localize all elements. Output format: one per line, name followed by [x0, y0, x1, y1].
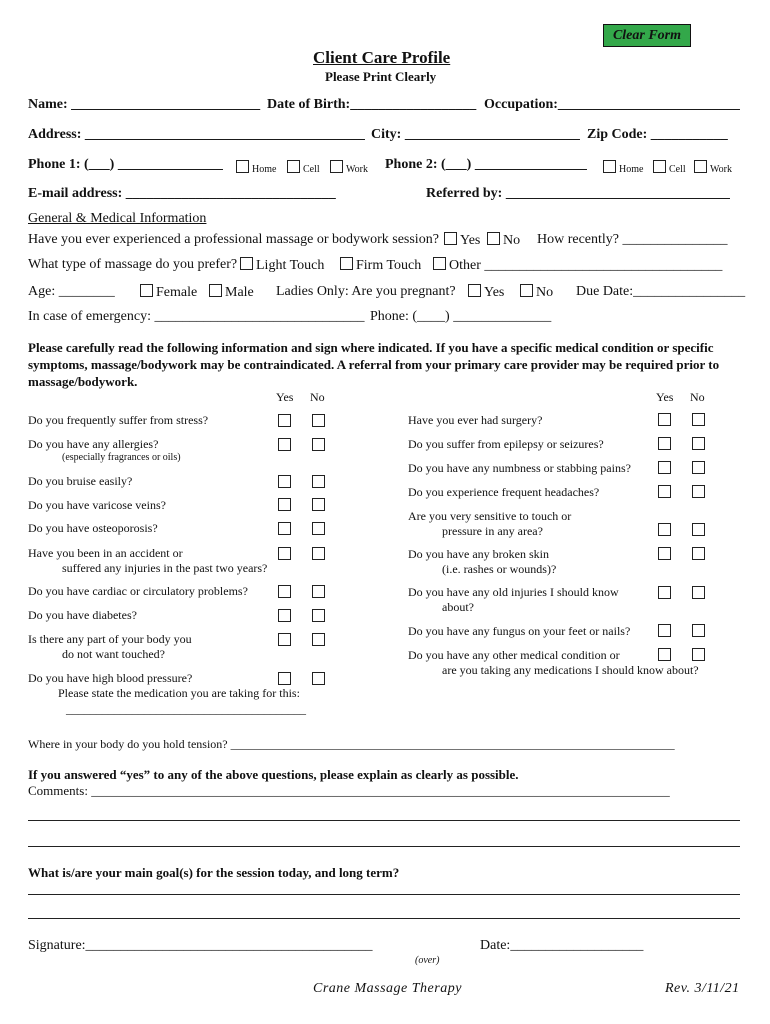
q-massage-type: What type of massage do you prefer? [28, 257, 238, 272]
checkbox[interactable] [468, 284, 481, 297]
phone2-home-option[interactable]: Home [603, 160, 643, 175]
q-broken-skin: Do you have any broken skin [408, 547, 549, 561]
q-allergies-yes[interactable] [278, 437, 294, 455]
checkbox[interactable] [240, 257, 253, 270]
q-allergies-note: (especially fragrances or oils) [62, 452, 181, 463]
q-broken-skin-yes[interactable] [658, 546, 674, 564]
name-field[interactable]: Name: ___________________________ [28, 97, 261, 112]
checkbox[interactable] [520, 284, 533, 297]
goals-line[interactable] [28, 894, 740, 895]
q-headaches-no[interactable] [692, 484, 708, 502]
q-old-injuries-no[interactable] [692, 585, 708, 603]
q-accident-line2: suffered any injuries in the past two years? [62, 561, 268, 575]
q-diabetes: Do you have diabetes? [28, 608, 137, 622]
q-medication-note: Please state the medication you are taking for this: [58, 686, 300, 700]
emergency-phone-field[interactable]: Phone: (____) ______________ [370, 309, 552, 324]
q-osteoporosis-no[interactable] [312, 521, 328, 539]
q-surgery-yes[interactable] [658, 412, 674, 430]
q-numbness-yes[interactable] [658, 460, 674, 478]
q-sensitive-line2: pressure in any area? [442, 524, 543, 538]
q-osteoporosis: Do you have osteoporosis? [28, 521, 158, 535]
q-bruise-no[interactable] [312, 474, 328, 492]
q-no-touch-no[interactable] [312, 632, 328, 650]
q-cardiac-no[interactable] [312, 584, 328, 602]
q-fungus: Do you have any fungus on your feet or nails? [408, 624, 631, 638]
q-bruise-yes[interactable] [278, 474, 294, 492]
female-option[interactable]: Female [140, 284, 197, 301]
comments-line[interactable] [28, 846, 740, 847]
q-diabetes-yes[interactable] [278, 608, 294, 626]
q-varicose: Do you have varicose veins? [28, 498, 166, 512]
q-stress-yes[interactable] [278, 413, 294, 431]
q-stress-no[interactable] [312, 413, 328, 431]
q-surgery: Have you ever had surgery? [408, 413, 543, 427]
dob-field[interactable]: Date of Birth:__________________ [267, 97, 477, 112]
address-field[interactable]: Address: ________________________________________ [28, 127, 365, 142]
prof-yes-option[interactable]: Yes [444, 232, 480, 249]
q-bruise: Do you bruise easily? [28, 474, 133, 488]
occupation-field[interactable]: Occupation:__________________________ [484, 97, 740, 112]
referred-field[interactable]: Referred by: ________________________________ [426, 186, 730, 201]
checkbox[interactable] [444, 232, 457, 245]
q-allergies: Do you have any allergies? [28, 437, 159, 451]
q-no-touch-yes[interactable] [278, 632, 294, 650]
phone2-work-option[interactable]: Work [694, 160, 732, 175]
q-professional-massage: Have you ever experienced a professional massage or bodywork session? [28, 232, 439, 247]
q-other-condition: Do you have any other medical condition or [408, 648, 620, 662]
form-subtitle: Please Print Clearly [325, 69, 437, 84]
q-epilepsy-no[interactable] [692, 436, 708, 454]
q-old-injuries-line2: about? [442, 600, 474, 614]
q-pregnant: Ladies Only: Are you pregnant? [276, 284, 456, 299]
checkbox[interactable] [236, 160, 249, 173]
q-other-condition-no[interactable] [692, 647, 708, 665]
form-title: Client Care Profile [313, 48, 451, 67]
email-field[interactable]: E-mail address: ______________________________ [28, 186, 336, 201]
q-surgery-no[interactable] [692, 412, 708, 430]
left-yes-header: Yes [276, 390, 294, 404]
q-other-condition-yes[interactable] [658, 647, 674, 665]
checkbox[interactable] [209, 284, 222, 297]
q-blood-pressure-no[interactable] [312, 671, 328, 689]
male-option[interactable]: Male [209, 284, 254, 301]
q-blood-pressure: Do you have high blood pressure? [28, 671, 193, 685]
q-accident-no[interactable] [312, 546, 328, 564]
other-option[interactable]: Other __________________________________ [433, 257, 722, 274]
revision-date: Rev. 3/11/21 [665, 981, 740, 996]
q-cardiac-yes[interactable] [278, 584, 294, 602]
phone1-cell-option[interactable]: Cell [287, 160, 320, 175]
q-fungus-no[interactable] [692, 623, 708, 641]
q-other-condition-line2: are you taking any medications I should know about? [442, 663, 699, 677]
q-accident-yes[interactable] [278, 546, 294, 564]
q-sensitive: Are you very sensitive to touch or [408, 509, 572, 523]
phone1-home-option[interactable]: Home [236, 160, 276, 175]
goals-heading: What is/are your main goal(s) for the session today, and long term? [28, 865, 400, 880]
light-touch-option[interactable]: Light Touch [240, 257, 324, 274]
q-varicose-no[interactable] [312, 497, 328, 515]
phone1-field[interactable]: Phone 1: (___) _______________ [28, 157, 223, 172]
comments-line[interactable] [28, 820, 740, 821]
comments-field[interactable]: Comments: _________________________________________________________________________________________ [28, 783, 670, 798]
q-sensitive-no[interactable] [692, 522, 708, 540]
q-epilepsy-yes[interactable] [658, 436, 674, 454]
checkbox[interactable] [330, 160, 343, 173]
checkbox[interactable] [653, 160, 666, 173]
q-stress: Do you frequently suffer from stress? [28, 413, 209, 427]
q-old-injuries-yes[interactable] [658, 585, 674, 603]
phone2-field[interactable]: Phone 2: (___) ________________ [385, 157, 587, 172]
city-field[interactable]: City: _________________________ [371, 127, 580, 142]
pregnant-no-option[interactable]: No [520, 284, 553, 301]
q-varicose-yes[interactable] [278, 497, 294, 515]
date-field[interactable]: Date:___________________ [480, 938, 644, 953]
checkbox[interactable] [433, 257, 446, 270]
age-field[interactable]: Age: ________ [28, 284, 115, 299]
q-blood-pressure-yes[interactable] [278, 671, 294, 689]
q-epilepsy: Do you suffer from epilepsy or seizures? [408, 437, 604, 451]
q-headaches-yes[interactable] [658, 484, 674, 502]
emergency-contact-field[interactable]: In case of emergency: ______________________________ [28, 309, 365, 324]
due-date-field[interactable]: Due Date:________________ [576, 284, 746, 299]
pregnant-yes-option[interactable]: Yes [468, 284, 504, 301]
left-no-header: No [310, 390, 325, 404]
right-no-header: No [690, 390, 705, 404]
over-note: (over) [415, 955, 440, 966]
q-old-injuries: Do you have any old injuries I should know [408, 585, 619, 599]
right-yes-header: Yes [656, 390, 674, 404]
medication-field[interactable]: ________________________________________ [66, 702, 306, 716]
checkbox[interactable] [487, 232, 500, 245]
q-accident: Have you been in an accident or [28, 546, 183, 560]
q-osteoporosis-yes[interactable] [278, 521, 294, 539]
zip-field[interactable]: Zip Code: ___________ [587, 127, 728, 142]
q-broken-skin-no[interactable] [692, 546, 708, 564]
checkbox[interactable] [287, 160, 300, 173]
contraindication-notice: Please carefully read the following information and sign where indicated. If you have a specific medical condition or specific symptoms, massage/bodywork may be contraindicated. A referral from your primary care provider may be required prior to massage/bodywork. [28, 340, 720, 389]
goals-line[interactable] [28, 918, 740, 919]
q-numbness-no[interactable] [692, 460, 708, 478]
clear-form-button[interactable]: Clear Form [603, 24, 691, 47]
checkbox[interactable] [340, 257, 353, 270]
q-no-touch-line2: do not want touched? [62, 647, 165, 661]
explain-heading: If you answered “yes” to any of the above questions, please explain as clearly as possible. [28, 767, 519, 782]
checkbox[interactable] [603, 160, 616, 173]
signature-field[interactable]: Signature:_________________________________________ [28, 938, 373, 953]
business-name: Crane Massage Therapy [313, 981, 462, 996]
phone1-work-option[interactable]: Work [330, 160, 368, 175]
checkbox[interactable] [140, 284, 153, 297]
q-numbness: Do you have any numbness or stabbing pains? [408, 461, 631, 475]
general-heading: General & Medical Information [28, 211, 207, 226]
q-fungus-yes[interactable] [658, 623, 674, 641]
how-recently-field[interactable]: How recently? _______________ [537, 232, 728, 247]
q-sensitive-yes[interactable] [658, 522, 674, 540]
checkbox[interactable] [694, 160, 707, 173]
tension-field[interactable]: Where in your body do you hold tension? __________________________________________________________________________ [28, 737, 675, 751]
q-headaches: Do you experience frequent headaches? [408, 485, 600, 499]
firm-touch-option[interactable]: Firm Touch [340, 257, 421, 274]
phone2-cell-option[interactable]: Cell [653, 160, 686, 175]
q-allergies-no[interactable] [312, 437, 328, 455]
q-broken-skin-line2: (i.e. rashes or wounds)? [442, 562, 557, 576]
q-no-touch: Is there any part of your body you [28, 632, 192, 646]
prof-no-option[interactable]: No [487, 232, 520, 249]
q-cardiac: Do you have cardiac or circulatory problems? [28, 584, 248, 598]
q-diabetes-no[interactable] [312, 608, 328, 626]
